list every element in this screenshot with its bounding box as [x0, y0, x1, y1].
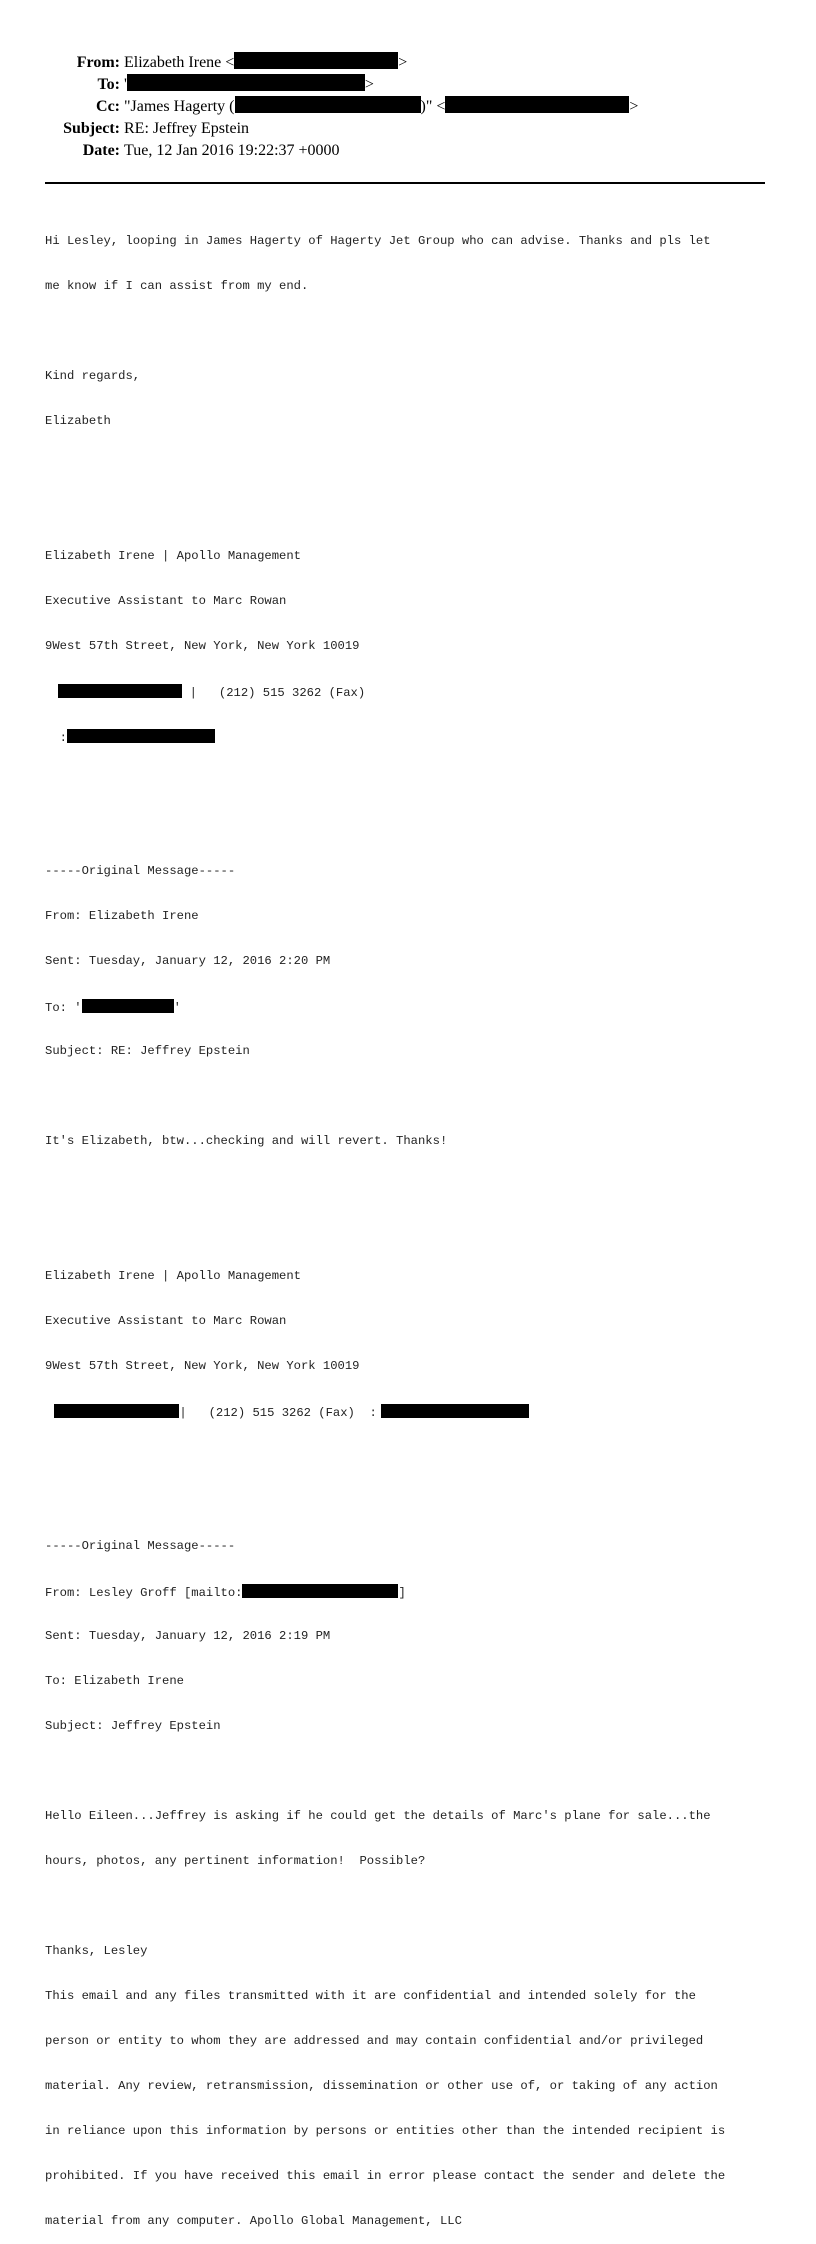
disclaimer-text: This email and any files transmitted with it are confidential and intended solely for the	[45, 1989, 696, 2003]
original-subject: Subject: Jeffrey Epstein	[45, 1719, 221, 1733]
signature-line: | (212) 515 3262 (Fax) :	[45, 1404, 775, 1419]
closing-text: Kind regards,	[45, 369, 141, 383]
signature-line: :	[45, 729, 775, 744]
redaction-block	[58, 684, 182, 698]
signature-line: | (212) 515 3262 (Fax)	[45, 684, 775, 699]
signature-line: Elizabeth Irene | Apollo Management	[45, 1269, 301, 1283]
thanks-text: Thanks, Lesley	[45, 1944, 148, 1958]
disclaimer-text: material. Any review, retransmission, dissemination or other use of, or taking of any action	[45, 2079, 718, 2093]
signature-line: Elizabeth Irene | Apollo Management	[45, 549, 301, 563]
redaction-block	[445, 96, 629, 113]
cc-name: "James Hagerty (	[124, 98, 235, 115]
disclaimer-text: person or entity to whom they are addressed and may contain confidential and/or privileged	[45, 2034, 704, 2048]
email-body	[45, 204, 775, 2244]
from-name: Elizabeth Irene <	[124, 54, 235, 71]
signature-line: Executive Assistant to Marc Rowan	[45, 594, 287, 608]
signature-line: 9West 57th Street, New York, New York 10019	[45, 1359, 360, 1373]
original-to: To: Elizabeth Irene	[45, 1674, 184, 1688]
from-end: >	[398, 54, 408, 71]
original-to: To: ' '	[45, 1001, 181, 1015]
redaction-block	[67, 729, 215, 743]
redaction-block	[82, 999, 174, 1013]
body-text: me know if I can assist from my end.	[45, 279, 309, 293]
closing-name: Elizabeth	[45, 414, 111, 428]
date-value: Tue, 12 Jan 2016 19:22:37 +0000	[124, 142, 340, 159]
cc-mid: )" <	[420, 98, 446, 115]
from-label: From:	[76, 54, 120, 71]
body-text: hours, photos, any pertinent information! Possible?	[45, 1854, 426, 1868]
redaction-block	[234, 52, 398, 69]
disclaimer-text: prohibited. If you have received this email in error please contact the sender and delete the	[45, 2169, 726, 2183]
body-text: It's Elizabeth, btw...checking and will revert. Thanks!	[45, 1134, 448, 1148]
redaction-block	[242, 1584, 398, 1598]
disclaimer-text: material from any computer. Apollo Global Management, LLC	[45, 2214, 462, 2228]
body-text: Hello Eileen...Jeffrey is asking if he could get the details of Marc's plane for sale...the	[45, 1809, 711, 1823]
date-label: Date:	[82, 142, 120, 159]
signature-line: Executive Assistant to Marc Rowan	[45, 1314, 287, 1328]
redaction-block	[381, 1404, 529, 1418]
disclaimer-text: in reliance upon this information by persons or entities other than the intended recipient is	[45, 2124, 726, 2138]
original-sent: Sent: Tuesday, January 12, 2016 2:19 PM	[45, 1629, 331, 1643]
signature-line: 9West 57th Street, New York, New York 10019	[45, 639, 360, 653]
body-text: Hi Lesley, looping in James Hagerty of Hagerty Jet Group who can advise. Thanks and pls let	[45, 234, 711, 248]
subject-value: RE: Jeffrey Epstein	[124, 120, 250, 137]
cc-label: Cc:	[96, 98, 120, 115]
to-start: '	[124, 76, 127, 93]
original-message-separator: -----Original Message-----	[45, 1539, 236, 1553]
to-end: >	[364, 76, 374, 93]
redaction-block	[127, 74, 365, 91]
header-divider	[45, 182, 765, 184]
subject-label: Subject:	[63, 120, 120, 137]
cc-end: >	[629, 98, 639, 115]
original-message-separator: -----Original Message-----	[45, 864, 236, 878]
original-from: From: Lesley Groff [mailto: ]	[45, 1586, 406, 1600]
to-label: To:	[97, 76, 120, 93]
original-from: From: Elizabeth Irene	[45, 909, 199, 923]
original-subject: Subject: RE: Jeffrey Epstein	[45, 1044, 250, 1058]
redaction-block	[235, 96, 421, 113]
redaction-block	[54, 1404, 179, 1418]
original-sent: Sent: Tuesday, January 12, 2016 2:20 PM	[45, 954, 331, 968]
